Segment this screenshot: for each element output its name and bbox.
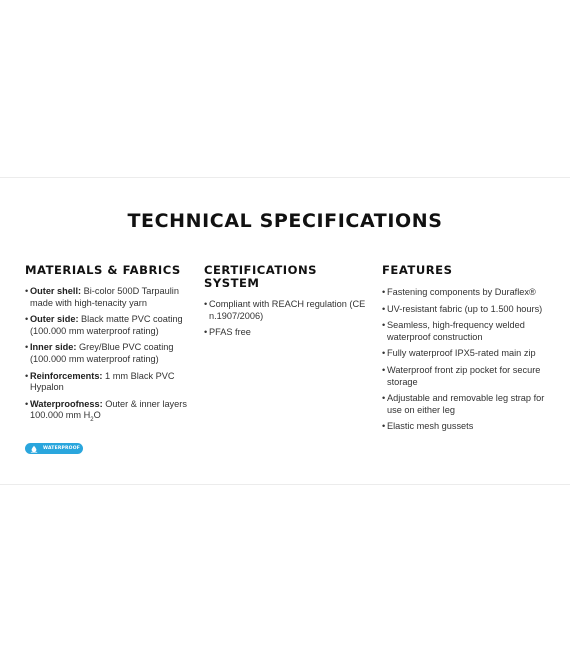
waterproof-icon: [30, 445, 38, 453]
list-item: • Compliant with REACH regulation (CE n.1907/2006): [204, 299, 372, 322]
list-item: • Adjustable and removable leg strap for use on either leg: [382, 393, 557, 416]
features-list: [382, 287, 557, 433]
features-column: [382, 264, 557, 438]
materials-heading: MATERIALS & FABRICS: [25, 263, 181, 277]
features-heading: FEATURES: [382, 263, 453, 277]
list-item: • Waterproof front zip pocket for secure storage: [382, 365, 557, 388]
certifications-heading: CERTIFICATIONS SYSTEM: [204, 263, 318, 290]
list-item: • Outer shell: Bi-color 500D Tarpaulin made with high-tenacity yarn: [25, 286, 193, 309]
list-item: • PFAS free: [204, 327, 372, 339]
list-item: • Inner side: Grey/Blue PVC coating (100.000 mm waterproof rating): [25, 342, 193, 365]
list-item: • Waterproofness: Outer & inner layers 100.000 mm $H_2O$: [25, 399, 193, 422]
badge-label: WATERPROOF: [43, 446, 80, 451]
specs-panel: [0, 177, 570, 485]
list-item: • Reinforcements: 1 mm Black PVC Hypalon: [25, 371, 193, 394]
list-item: • Outer side: Black matte PVC coating (100.000 mm waterproof rating): [25, 314, 193, 337]
page-title: TECHNICAL SPECIFICATIONS: [127, 210, 443, 232]
list-item: • Seamless, high-frequency welded waterproof construction: [382, 320, 557, 343]
waterproof-badge: [25, 443, 83, 454]
materials-column: [25, 264, 193, 427]
list-item: • Fastening components by Duraflex®: [382, 287, 557, 299]
list-item: • Fully waterproof IPX5-rated main zip: [382, 348, 557, 360]
materials-list: [25, 286, 193, 422]
certifications-column: [204, 264, 372, 344]
certifications-list: [204, 299, 372, 339]
list-item: • UV-resistant fabric (up to 1.500 hours): [382, 304, 557, 316]
list-item: • Elastic mesh gussets: [382, 421, 557, 433]
